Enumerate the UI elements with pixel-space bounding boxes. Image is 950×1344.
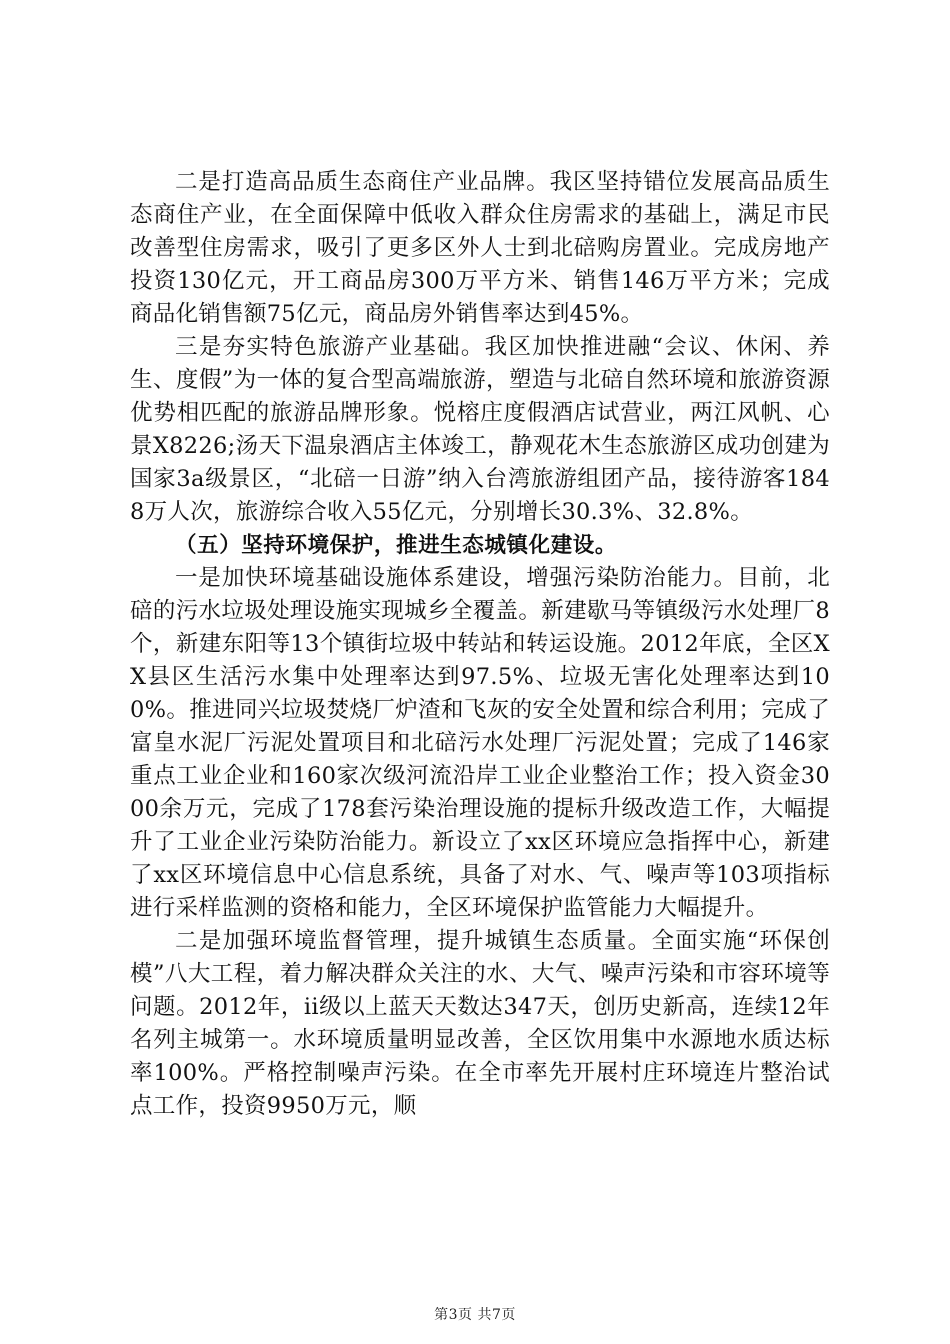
paragraph-environment-infrastructure: 一是加快环境基础设施体系建设，增强污染防治能力。目前，北碚的污水垃圾处理设施实现城乡全覆盖。新建歇马等镇级污水处理厂8个，新建东阳等13个镇街垃圾中转站和转运设施。2012年底，全区XX县区生活污水集中处理率达到97.5%、垃圾无害化处理率达到100%。推进同兴垃圾焚烧厂炉渣和飞灰的安全处置和综合利用；完成了富皇水泥厂污泥处置项目和北碚污水处理厂污泥处置；完成了146家重点工业企业和160家次级河流沿岸工业企业整治工作；投入资金3000余万元，完成了178套污染治理设施的提标升级改造工作，大幅提升了工业企业污染防治能力。新设立了xx区环境应急指挥中心，新建了xx区环境信息中心信息系统，具备了对水、气、噪声等103项指标进行采样监测的资格和能力，全区环境保护监管能力大幅提升。 [130,565,830,921]
page-footer: 第3页 共7页 [434,1307,516,1323]
paragraph-tourism: 三是夯实特色旅游产业基础。我区加快推进融“会议、休闲、养生、度假”为一体的复合型高端旅游，塑造与北碚自然环境和旅游资源优势相匹配的旅游品牌形象。悦榕庄度假酒店试营业，两江风帆、心景X8226;汤天下温泉酒店主体竣工，静观花木生态旅游区成功创建为国家3a级景区，“北碚一日游”纳入台湾旅游组团产品，接待游客1848万人次，旅游综合收入55亿元，分别增长30.3%、32.8%。 [130,334,830,525]
paragraph-commercial-housing: 二是打造高品质生态商住产业品牌。我区坚持错位发展高品质生态商住产业，在全面保障中低收入群众住房需求的基础上，满足市民改善型住房需求，吸引了更多区外人士到北碚购房置业。完成房地产投资130亿元，开工商品房300万平方米、销售146万平方米；完成商品化销售额75亿元，商品房外销售率达到45%。 [130,169,830,327]
document-body [130,166,830,1123]
paragraph-environment-supervision: 二是加强环境监督管理，提升城镇生态质量。全面实施“环保创模”八大工程，着力解决群众关注的水、大气、噪声污染和市容环境等问题。2012年，ii级以上蓝天天数达347天，创历史新高，连续12年名列主城第一。水环境质量明显改善，全区饮用集中水源地水质达标率100%。严格控制噪声污染。在全市率先开展村庄环境连片整治试点工作，投资9950万元，顺 [130,928,830,1119]
section-heading-environment: （五）坚持环境保护，推进生态城镇化建设。 [175,533,618,558]
